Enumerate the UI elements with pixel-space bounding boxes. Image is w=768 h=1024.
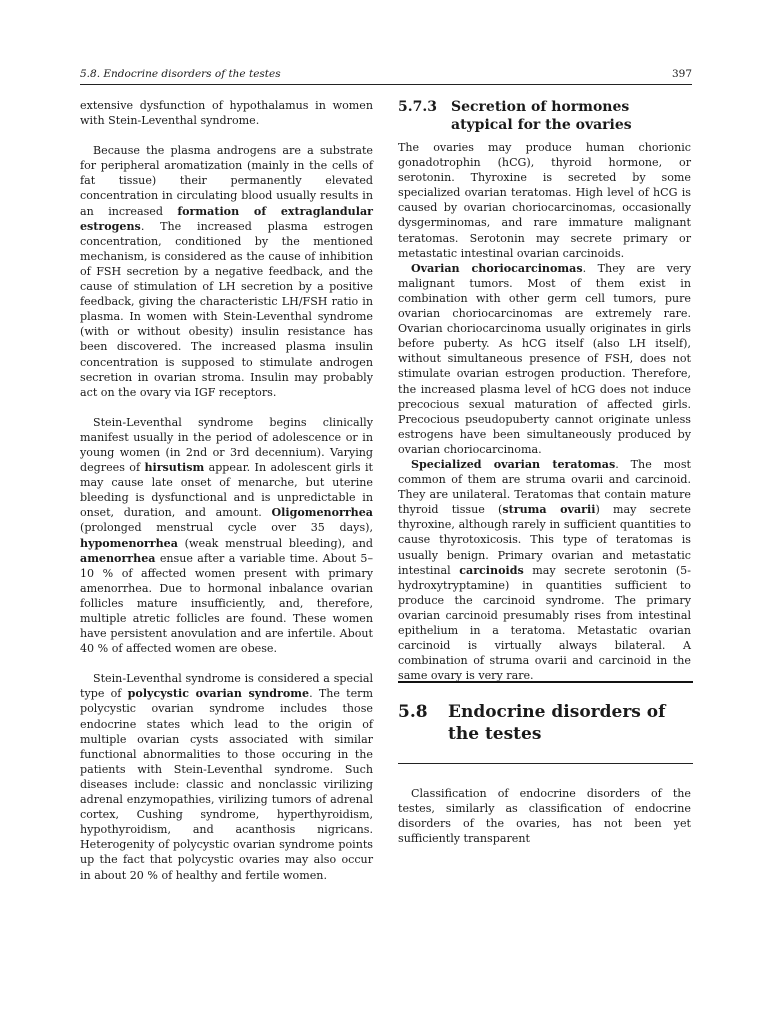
header-rule	[80, 84, 692, 85]
paragraph: The ovaries may produce human chorionic gonadotrophin (hCG), thyroid hormone, or serotonin. Thyroxine is secreted by some specialized ovarian teratomas. High level of hCG is caused by ovarian choriocarcinomas, occasionally dysgerminomas, and rare immature malignant teratomas. Serotonin may secrete primary or metastatic intestinal ovarian carcinoids.	[398, 141, 691, 260]
bold-term: Specialized ovarian teratomas	[411, 457, 616, 471]
section-title: Endocrine disorders of the testes	[448, 702, 666, 744]
bold-term: Oligomenorrhea	[271, 506, 373, 520]
bold-term: hypomenorrhea	[80, 536, 178, 550]
bold-term: carcinoids	[459, 563, 524, 577]
subsection-title: Secretion of hormones atypical for the ovaries	[451, 99, 632, 133]
bold-term: polycystic ovarian syndrome	[127, 687, 310, 701]
running-header-section: 5.8. Endocrine disorders of the testes	[80, 68, 281, 80]
paragraph: Classification of endocrine disorders of the testes, similarly as classification of endocrine disorders of the ovaries, has not been yet sufficiently transparent	[398, 787, 691, 846]
section-body	[398, 786, 691, 846]
page-number: 397	[671, 68, 692, 80]
section-number: 5.8	[398, 702, 428, 722]
bold-term: struma ovarii	[502, 503, 596, 517]
paragraph: Stein-Leventhal syndrome is considered a special type of polycystic ovarian syndrome. The term polycystic ovarian syndrome includes those endocrine states which lead to the origin of multiple ovarian cysts associated with similar functional abnormalities to those occuring in the patients with Stein-Leventhal syndrome. Such diseases include: classic and nonclassic virilizing adrenal enzymopathies, virilizing tumors of adrenal cortex, Cushing syndrome, hyperthyroidism, hypothyroidism, and acanthosis nigricans. Heterogenity of polycystic ovarian syndrome points up the fact that polycystic ovaries may also occur in about 20 % of healthy and fertile women.	[80, 672, 374, 882]
section-bottom-rule	[398, 763, 693, 764]
right-column	[398, 98, 691, 683]
subsection-number: 5.7.3	[398, 99, 437, 115]
paragraph: extensive dysfunction of hypothalamus in women with Stein-Leventhal syndrome.	[80, 99, 373, 128]
bold-term: hirsutism	[144, 461, 205, 475]
section-heading	[398, 701, 693, 745]
bold-term: amenorrhea	[80, 551, 156, 565]
paragraph: Ovarian choriocarcinomas. They are very malignant tumors. Most of them exist in combination with other germ cell tumors, pure ovarian choriocarcinomas are extremely rare. Ovarian choriocarcinoma usually originates in girls before puberty. As hCG itself (also LH itself), without simultaneous presence of FSH, does not stimulate ovarian estrogen production. Therefore, the increased plasma level of hCG does not induce precocious sexual maturation of affected girls. Precocious pseudopuberty cannot originate unless estrogens have been simultaneously produced by ovarian choriocarcinoma.	[398, 261, 692, 456]
paragraph: Because the plasma androgens are a substrate for peripheral aromatization (mainly in the cells of fat tissue) their permanently elevated concentration in circulating blood usually results in an increased formation of extraglandular estrogens. The increased plasma estrogen concentration, conditioned by the mentioned mechanism, is considered as the cause of inhibition of FSH secretion by a negative feedback, and the cause of stimulation of LH secretion by a positive feedback, giving the characteristic LH/FSH ratio in plasma. In women with Stein-Leventhal syndrome (with or without obesity) insulin resistance has been discovered. The increased plasma insulin concentration is supposed to stimulate androgen secretion in ovarian stroma. Insulin may probably act on the ovary via IGF receptors.	[80, 144, 373, 399]
bold-term: formation of extraglandular estrogens	[80, 204, 373, 233]
bold-term: Ovarian choriocarcinomas	[411, 261, 583, 275]
left-column	[80, 98, 373, 883]
running-header	[80, 68, 692, 84]
section-top-rule	[398, 681, 693, 683]
paragraph: Stein-Leventhal syndrome begins clinically manifest usually in the period of adolescence or in young women (in 2nd or 3rd decennium). Varying degrees of hirsutism appear. In adolescent girls it may cause late onset of menarche, but uterine bleeding is dysfunctional and is unpredictable in onset, duration, and amount. Oligomenorrhea (prolonged menstrual cycle over 35 days), hypomenorrhea (weak menstrual bleeding), and amenorrhea ensue after a variable time. About 5–10 % of affected women present with primary amenorrhea. Due to hormonal inbalance ovarian follicles mature insufficiently, and, therefore, multiple atretic follicles are found. These women have persistent anovulation and are infertile. About 40 % of affected women are obese.	[80, 415, 373, 656]
subsection-heading	[398, 98, 691, 134]
paragraph: Specialized ovarian teratomas. The most common of them are struma ovarii and carcinoid. They are unilateral. Teratomas that contain mature thyroid tissue (struma ovarii) may secrete thyroxine, although rarely in sufficient quantities to cause thyrotoxicosis. This type of teratomas is usually benign. Primary ovarian and metastatic intestinal carcinoids may secrete serotonin (5-hydroxytryptamine) in quantities sufficient to produce the carcinoid syndrome. The primary ovarian carcinoid presumably rises from intestinal epithelium in a teratoma. Metastatic ovarian carcinoid is virtually always bilateral. A combination of struma ovarii and carcinoid in the same ovary is very rare.	[398, 457, 691, 683]
